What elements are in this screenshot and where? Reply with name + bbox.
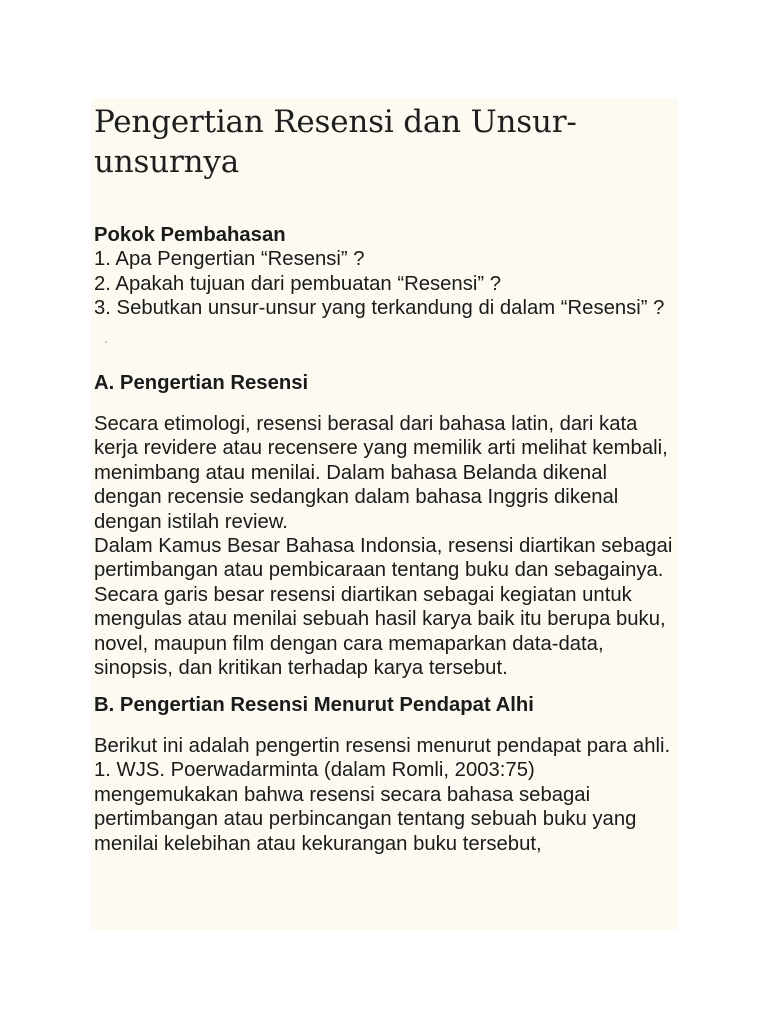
image-placeholder-dot [94, 321, 674, 371]
section-a-paragraph-2: Dalam Kamus Besar Bahasa Indonsia, resensi diartikan sebagai pertimbangan atau pembicaraan tentang buku dan sebagainya. Secara garis besar resensi diartikan sebagai kegiatan untuk mengulas atau menilai sebuah hasil karya baik itu berupa buku, novel, maupun film dengan cara memaparkan data-data, sinopsis, dan kritikan terhadap karya tersebut. [94, 535, 673, 680]
question-list [94, 247, 674, 320]
section-b-paragraph-1: Berikut ini adalah pengertin resensi menurut pendapat para ahli. [94, 734, 671, 757]
section-b-heading: B. Pengertian Resensi Menurut Pendapat Alhi [94, 693, 534, 716]
question-item: 1. Apa Pengertian “Resensi” ? [94, 248, 365, 271]
section-a-heading: A. Pengertian Resensi [94, 371, 309, 394]
document-title: Pengertian Resensi dan Unsur-unsurnya [94, 104, 577, 180]
section-b-paragraph-2: 1. WJS. Poerwadarminta (dalam Romli, 2003:75) mengemukakan bahwa resensi secara bahasa sebagai pertimbangan atau perbincangan tentang sebuah buku yang menilai kelebihan atau kekurangan buku tersebut, [94, 759, 637, 855]
document-content [94, 102, 674, 856]
topic-heading: Pokok Pembahasan [94, 224, 286, 246]
document-page [91, 98, 678, 930]
question-item: 2. Apakah tujuan dari pembuatan “Resensi” ? [94, 272, 502, 295]
section-a-paragraph-1: Secara etimologi, resensi berasal dari bahasa latin, dari kata kerja revidere atau recensere yang memilik arti melihat kembali, menimbang atau menilai. Dalam bahasa Belanda dikenal dengan recensie sedangkan dalam bahasa Inggris dikenal dengan istilah review. [94, 413, 668, 533]
question-item: 3. Sebutkan unsur-unsur yang terkandung di dalam “Resensi” ? [94, 297, 665, 320]
